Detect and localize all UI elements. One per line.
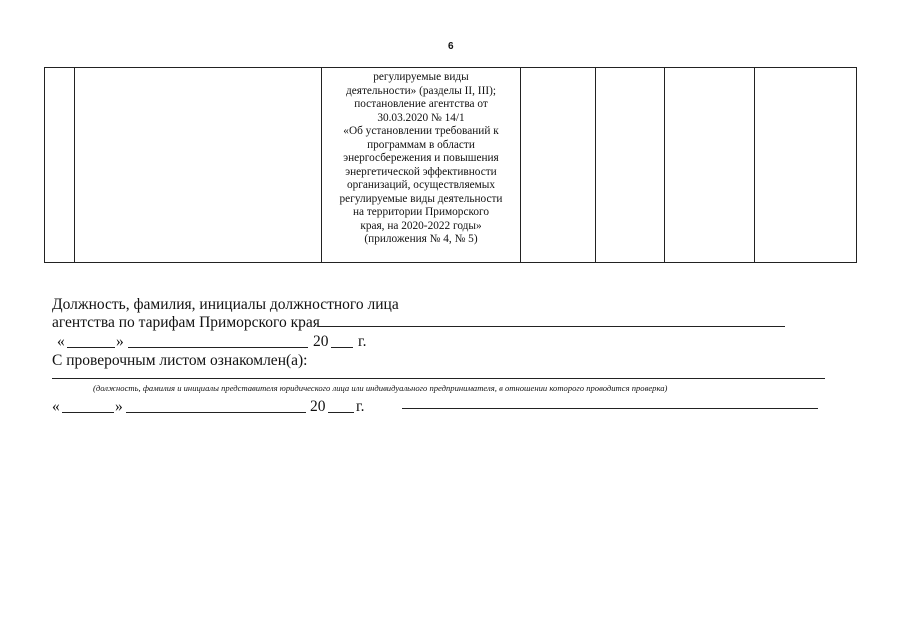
table-cell-answer-na (665, 68, 755, 263)
date1-year-prefix: 20 (313, 333, 329, 350)
representative-signature-field[interactable] (402, 408, 818, 409)
legal-reference-line: деятельности» (разделы II, III); (346, 84, 496, 97)
date2-open-quote: « (52, 398, 60, 415)
date2-year-prefix: 20 (310, 398, 326, 415)
legal-reference-line: программам в области (367, 138, 475, 151)
legal-reference-line: регулируемые виды (373, 71, 469, 83)
table-cell-requirement (75, 68, 322, 263)
acquainted-label: С проверочным листом ознакомлен(а): (52, 352, 308, 369)
date1-year-suffix: г. (358, 333, 367, 350)
legal-reference-line: «Об установлении требований к (343, 125, 499, 137)
date2-close-quote: » (115, 398, 123, 415)
legal-reference-line: края, на 2020-2022 годы» (360, 219, 482, 232)
date1-close-quote: » (116, 333, 124, 350)
official-position-label-line1: Должность, фамилия, инициалы должностного лица (52, 296, 399, 313)
date2-day-field[interactable] (62, 412, 114, 413)
date1-month-field[interactable] (128, 347, 308, 348)
legal-reference-line: (приложения № 4, № 5) (364, 233, 478, 245)
official-signature-line[interactable] (318, 326, 785, 327)
table-cell-note (755, 68, 857, 263)
table-cell-answer-yes (521, 68, 596, 263)
date1-year-field[interactable] (331, 347, 353, 348)
legal-reference-line: энергосбережения и повышения (343, 152, 499, 164)
date2-year-suffix: г. (356, 398, 365, 415)
date1-day-field[interactable] (67, 347, 115, 348)
table-cell-legal-reference (322, 68, 521, 263)
official-position-label-line2: агентства по тарифам Приморского края (52, 314, 320, 331)
legal-reference-line: постановление агентства от (354, 98, 488, 110)
representative-signature-line[interactable] (52, 378, 825, 379)
table-cell-answer-no (596, 68, 665, 263)
legal-reference-text (322, 68, 520, 247)
date1-open-quote: « (57, 333, 65, 350)
page-number: 6 (448, 41, 454, 52)
legal-reference-line: энергетической эффективности (345, 165, 497, 178)
legal-reference-line: организаций, осуществляемых (346, 179, 496, 191)
table-cell-number (45, 68, 75, 263)
date2-year-field[interactable] (328, 412, 354, 413)
checklist-table (44, 67, 857, 263)
legal-reference-line: регулируемые виды деятельности (339, 192, 503, 205)
table-row (45, 68, 857, 263)
representative-caption: (должность, фамилия и инициалы представителя юридического лица или индивидуального предпринимателя, в отношении которого проводится проверка) (93, 383, 668, 393)
legal-reference-line: на территории Приморского (352, 206, 490, 218)
date2-month-field[interactable] (126, 412, 306, 413)
legal-reference-line: 30.03.2020 № 14/1 (377, 111, 465, 124)
